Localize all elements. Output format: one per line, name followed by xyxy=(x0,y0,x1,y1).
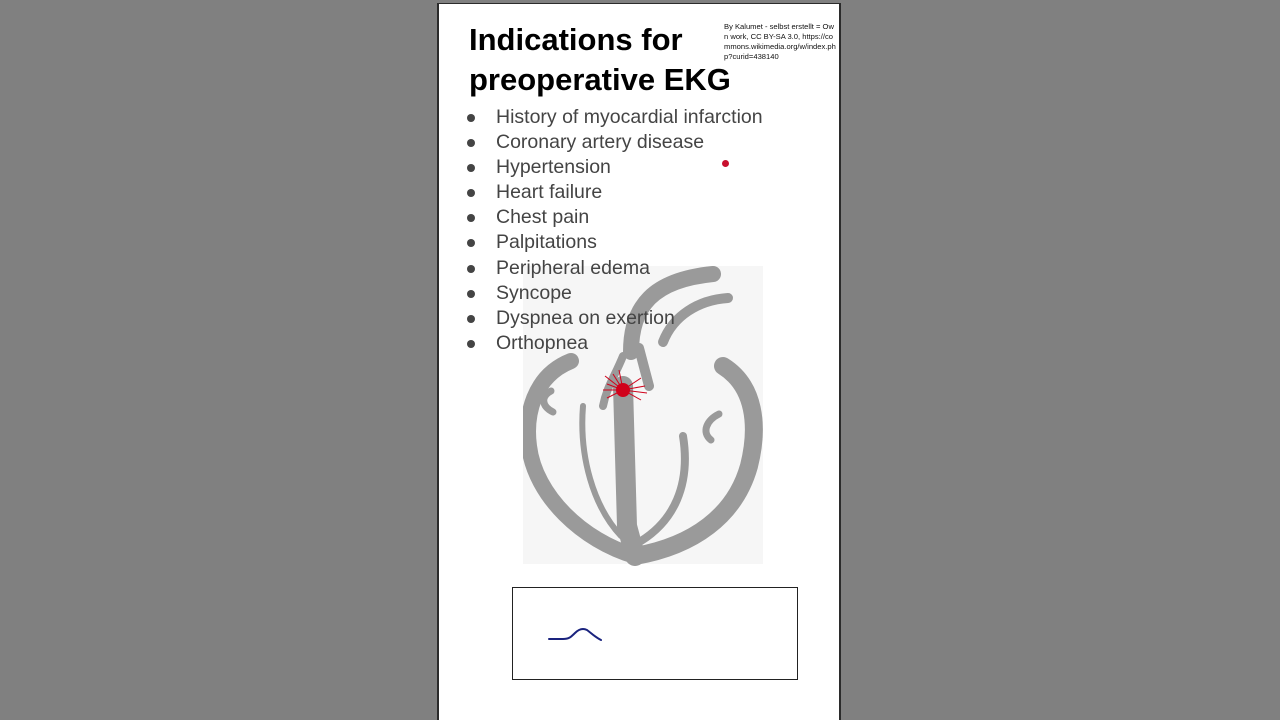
bullet-icon xyxy=(467,315,475,323)
list-item-text: Hypertension xyxy=(496,156,611,179)
list-item xyxy=(464,155,763,180)
bullet-icon xyxy=(467,114,475,122)
list-item xyxy=(464,256,763,281)
title-line-1: Indications for xyxy=(469,22,683,57)
list-item-text: Dyspnea on exertion xyxy=(496,306,675,329)
list-item xyxy=(464,205,763,230)
bullet-icon xyxy=(467,214,475,222)
list-item-text: Orthopnea xyxy=(496,331,589,354)
list-item-text: Peripheral edema xyxy=(496,256,650,279)
bullet-icon xyxy=(467,340,475,348)
sa-node-core xyxy=(616,383,630,397)
ekg-tracing-box xyxy=(512,587,798,680)
list-item-text: Palpitations xyxy=(496,231,597,254)
bullet-icon xyxy=(467,189,475,197)
list-item-text: Coronary artery disease xyxy=(496,131,705,154)
list-item xyxy=(464,281,763,306)
image-attribution: By Kalumet - selbst erstellt = Own work, CC BY-SA 3.0, https://commons.wikimedia.org/w/index.php?curid=438140 xyxy=(724,22,836,61)
bullet-icon xyxy=(467,265,475,273)
list-item xyxy=(464,306,763,331)
list-item xyxy=(464,130,763,155)
list-item xyxy=(464,180,763,205)
septum-icon xyxy=(623,386,635,556)
list-item-text: Syncope xyxy=(496,281,572,304)
list-item xyxy=(464,230,763,255)
list-item-text: History of myocardial infarction xyxy=(496,106,763,128)
indications-list xyxy=(464,105,763,356)
ekg-p-wave-icon xyxy=(513,588,796,678)
slide-page xyxy=(437,3,841,720)
list-item xyxy=(464,105,763,130)
bullet-icon xyxy=(467,239,475,247)
list-item-text: Chest pain xyxy=(496,206,590,229)
ekg-trace-line xyxy=(549,629,601,640)
bullet-icon xyxy=(467,139,475,147)
title-line-2: preoperative EKG xyxy=(469,62,731,97)
bullet-icon xyxy=(467,164,475,172)
bullet-icon xyxy=(467,290,475,298)
list-item-text: Heart failure xyxy=(496,181,603,204)
slide-title xyxy=(469,20,759,100)
list-item xyxy=(464,331,763,356)
